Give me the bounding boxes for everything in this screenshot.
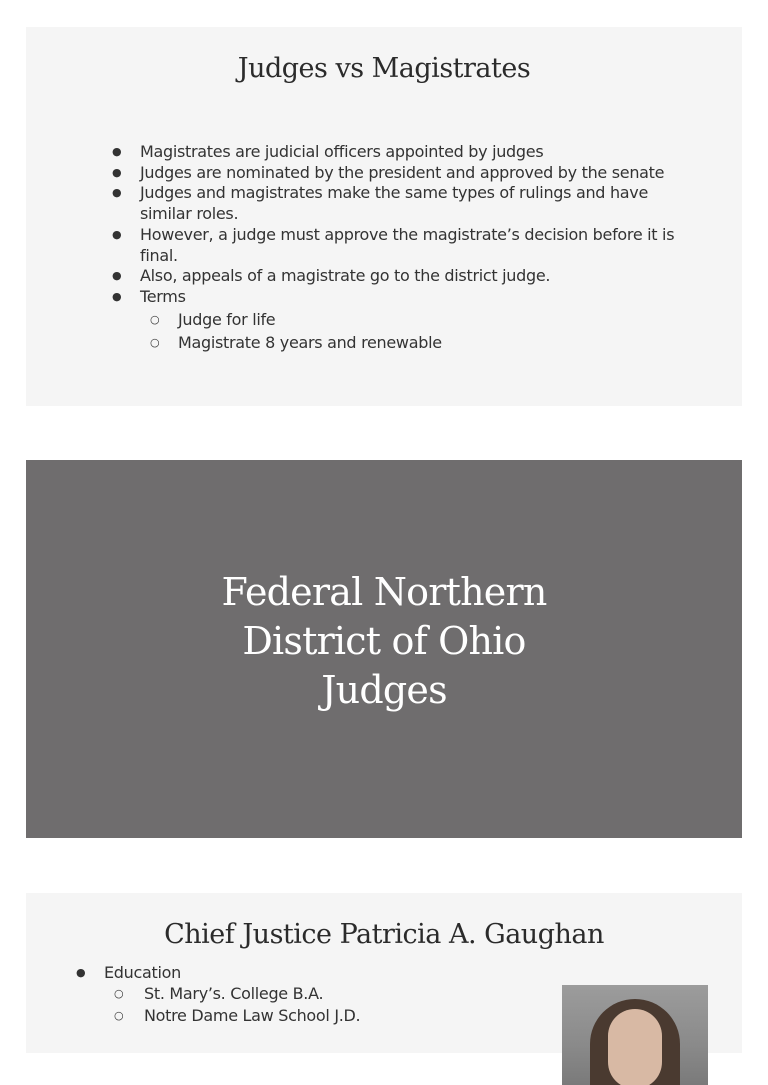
bullet-text: Education <box>104 963 181 982</box>
sub-bullet-item: ○ Judge for life <box>140 308 690 331</box>
bullet-list <box>74 962 534 1027</box>
section-title-line: Federal Northern <box>221 570 547 614</box>
bullet-item: ● Judges and magistrates make the same types of rulings and have similar roles. <box>110 183 690 224</box>
bullet-item-education <box>74 962 534 1027</box>
sub-bullet-list <box>140 308 690 354</box>
portrait-photo <box>562 985 708 1085</box>
slide-title: Judges vs Magistrates <box>237 53 531 84</box>
bullet-item: ● Magistrates are judicial officers appointed by judges <box>110 142 690 163</box>
portrait-face <box>608 1009 662 1085</box>
slide-title: Chief Justice Patricia A. Gaughan <box>164 919 604 950</box>
sub-bullet-list <box>104 983 534 1027</box>
slide-judges-vs-magistrates <box>26 27 742 406</box>
section-title <box>26 568 742 715</box>
section-title-line: District of Ohio <box>242 619 526 663</box>
sub-bullet-item: ○ Notre Dame Law School J.D. <box>104 1005 534 1027</box>
bullet-list <box>110 142 690 354</box>
bullet-item: ● Also, appeals of a magistrate go to the district judge. <box>110 266 690 287</box>
bullet-item-terms <box>110 287 690 354</box>
bullet-item: ● Judges are nominated by the president and approved by the senate <box>110 163 690 184</box>
slide-section-header <box>26 460 742 838</box>
sub-bullet-item: ○ St. Mary’s. College B.A. <box>104 983 534 1005</box>
section-title-line: Judges <box>321 668 447 712</box>
slide-chief-justice <box>26 893 742 1053</box>
bullet-text: Terms <box>140 286 186 306</box>
sub-bullet-item: ○ Magistrate 8 years and renewable <box>140 331 690 354</box>
bullet-item: ● However, a judge must approve the magistrate’s decision before it is final. <box>110 225 690 266</box>
